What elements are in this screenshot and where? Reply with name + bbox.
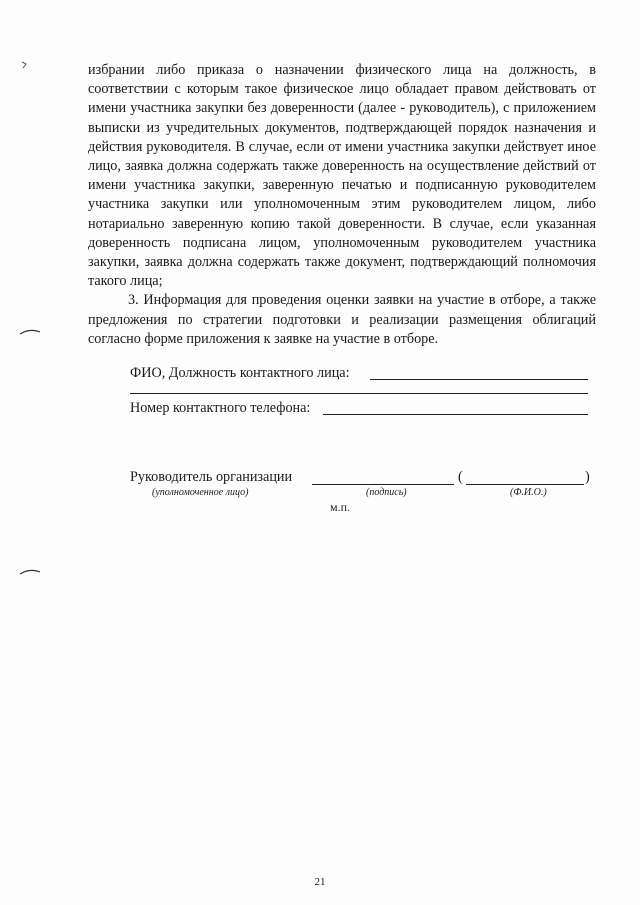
contact-name-field-continued[interactable] — [130, 393, 588, 394]
head-of-organization-label: Руководитель организации — [130, 469, 293, 485]
margin-scan-mark — [20, 60, 28, 70]
contact-phone-field[interactable] — [323, 414, 588, 415]
open-paren: ( — [458, 469, 463, 485]
caption-signature: (подпись) — [366, 487, 407, 498]
paragraph-item-3: 3. Информация для проведения оценки заявки на участие в отборе, а также предложения по стратегии подготовки и реализации размещения облигаций согласно форме приложения к заявке на участие в отборе. — [88, 292, 596, 347]
signature-field[interactable] — [312, 484, 454, 485]
paragraph-requirements: избрании либо приказа о назначении физического лица на должность, в соответствии с которым такое физическое лицо обладает правом действовать от имени участника закупки без доверенности (далее - руководитель), с приложением выписки из учредительных документов, подтверждающей порядок назначения и действия руководителя. В случае, если от имени участника закупки действует иное лицо, заявка должна содержать также доверенность на осуществление действий от имени участника закупки, заверенную печатью и подписанную руководителем участника закупки или уполномоченным этим руководителем лицом, либо нотариально заверенную копию такой доверенности. В случае, если указанная доверенность подписана лицом, уполномоченным руководителем участника закупки, заявка должна содержать также документ, подтверждающий полномочия такого лица; — [88, 62, 596, 290]
caption-authorized-person: (уполномоченное лицо) — [152, 487, 249, 498]
contact-name-field[interactable] — [370, 379, 588, 380]
contact-phone-label: Номер контактного телефона: — [130, 400, 311, 416]
page-number: 21 — [314, 876, 326, 888]
close-paren: ) — [585, 469, 590, 485]
caption-fio: (Ф.И.О.) — [510, 487, 547, 498]
margin-scan-mark — [18, 326, 42, 336]
fio-field[interactable] — [466, 484, 584, 485]
contact-name-label: ФИО, Должность контактного лица: — [130, 365, 350, 381]
stamp-place: м.п. — [330, 500, 351, 514]
body-text — [88, 61, 596, 349]
margin-scan-mark — [18, 566, 42, 576]
